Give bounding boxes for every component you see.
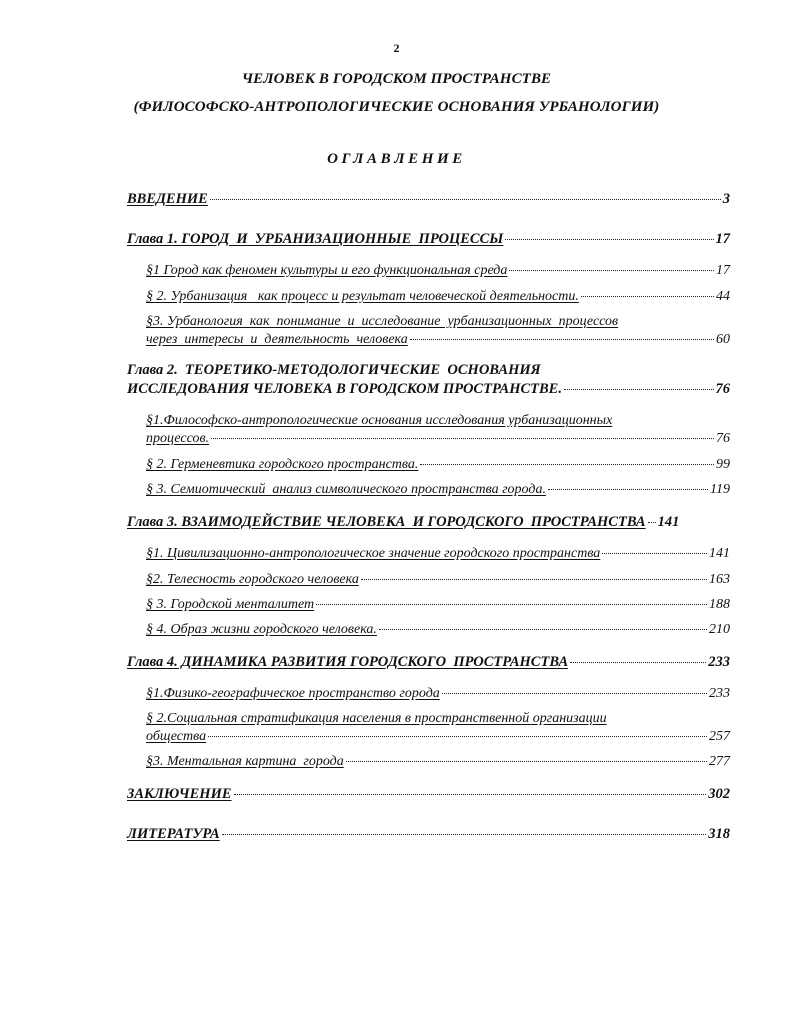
toc-entry-text: ВВЕДЕНИЕ	[127, 191, 208, 207]
toc-entry-section-1-3[interactable]	[146, 314, 730, 348]
toc-entry-text: § 2.Социальная стратификация населения в пространственной организации	[146, 711, 607, 726]
toc-entry-text: §2. Телесность городского человека	[146, 572, 359, 587]
dot-leader	[509, 270, 714, 271]
toc-page-number: 257	[709, 729, 730, 744]
dot-leader	[361, 579, 707, 580]
page-number: 2	[393, 41, 400, 55]
dot-leader	[442, 693, 707, 694]
toc-entry-text: § 2. Урбанизация как процесс и результат человеческой деятельности.	[146, 289, 579, 304]
toc-entry-intro[interactable]	[127, 191, 730, 208]
toc-entry-section-2-1[interactable]	[146, 413, 730, 447]
toc-page-number: 302	[708, 786, 730, 802]
toc-page-number: 163	[709, 572, 730, 587]
toc-page-number: 141	[657, 514, 680, 530]
toc-entry-text: ЗАКЛЮЧЕНИЕ	[127, 786, 232, 802]
toc-page-number: 188	[709, 597, 730, 612]
dot-leader	[208, 736, 707, 737]
toc-page-number: 17	[715, 231, 730, 247]
dot-leader	[346, 761, 707, 762]
toc-entry-text: §3. Ментальная картина города	[146, 754, 344, 769]
dot-leader	[222, 834, 707, 835]
toc-entry-text: § 4. Образ жизни городского человека.	[146, 622, 377, 637]
toc-page-number: 277	[709, 754, 730, 769]
toc-entry-text-continued: через интересы и деятельность человека	[146, 332, 408, 347]
toc-entry-text: Глава 3. ВЗАИМОДЕЙСТВИЕ ЧЕЛОВЕКА И ГОРОДСКОГО ПРОСТРАНСТВА	[127, 514, 646, 530]
dot-leader	[234, 794, 707, 795]
dot-leader	[570, 662, 706, 663]
document-subtitle: (ФИЛОСОФСКО-АНТРОПОЛОГИЧЕСКИЕ ОСНОВАНИЯ УРБАНОЛОГИИ)	[133, 99, 660, 115]
toc-entry-text: §1.Физико-географическое пространство города	[146, 686, 440, 701]
toc-page-number: 141	[709, 546, 730, 561]
toc-page-number: 318	[708, 826, 730, 842]
toc-entry-section-3-4[interactable]	[146, 622, 730, 638]
toc-entry-section-1-1[interactable]	[146, 263, 730, 279]
dot-leader	[420, 464, 714, 465]
dot-leader	[379, 629, 707, 630]
toc-entry-section-2-2[interactable]	[146, 457, 730, 473]
toc-entry-text: §1. Цивилизационно-антропологическое значение городского пространства	[146, 546, 601, 561]
dot-leader	[581, 296, 714, 297]
dot-leader	[602, 553, 707, 554]
toc-entry-section-3-1[interactable]	[146, 546, 730, 562]
toc-entry-text: § 2. Герменевтика городского пространства.	[146, 457, 419, 472]
toc-entry-text: § 3. Городской менталитет	[146, 597, 315, 612]
toc-entry-chapter-1[interactable]	[127, 231, 730, 248]
toc-entry-chapter-2[interactable]	[127, 362, 730, 398]
dot-leader	[316, 604, 707, 605]
toc-entry-chapter-3[interactable]	[127, 514, 730, 531]
toc-page-number: 76	[716, 431, 730, 446]
toc-page-number: 44	[716, 289, 730, 304]
toc-entry-section-3-3[interactable]	[146, 597, 730, 613]
dot-leader	[210, 199, 721, 200]
toc-entry-text: § 3. Семиотический анализ символического пространства города.	[146, 482, 546, 497]
dot-leader	[211, 438, 714, 439]
toc-page-number: 17	[716, 263, 730, 278]
toc-entry-section-4-3[interactable]	[146, 754, 730, 770]
dot-leader	[410, 339, 714, 340]
toc-entry-text: §1 Город как феномен культуры и его функциональная среда	[146, 263, 508, 278]
toc-entry-literature[interactable]	[127, 826, 730, 843]
toc-entry-text-continued: ИССЛЕДОВАНИЯ ЧЕЛОВЕКА В ГОРОДСКОМ ПРОСТРАНСТВЕ.	[127, 381, 562, 397]
toc-page-number: 233	[708, 654, 730, 670]
toc-page-number: 76	[715, 381, 730, 397]
toc-entry-text: §1.Философско-антропологические основания исследования урбанизационных	[146, 413, 613, 428]
toc-heading: ОГЛАВЛЕНИЕ	[327, 151, 466, 167]
toc-page-number: 119	[710, 482, 730, 497]
toc-entry-text: §3. Урбанология как понимание и исследование урбанизационных процессов	[146, 314, 619, 329]
toc-page-number: 99	[716, 457, 730, 472]
dot-leader	[548, 489, 708, 490]
document-title: ЧЕЛОВЕК В ГОРОДСКОМ ПРОСТРАНСТВЕ	[241, 71, 552, 87]
toc-page-number: 233	[709, 686, 730, 701]
dot-leader	[564, 389, 714, 390]
toc-page-number: 210	[709, 622, 730, 637]
toc-entry-text: Глава 4. ДИНАМИКА РАЗВИТИЯ ГОРОДСКОГО ПРОСТРАНСТВА	[127, 654, 569, 670]
toc-entry-text: ЛИТЕРАТУРА	[127, 826, 220, 842]
toc-entry-section-4-2[interactable]	[146, 711, 730, 745]
toc-entry-text-continued: процессов.	[146, 431, 210, 446]
toc-entry-text: Глава 2. ТЕОРЕТИКО-МЕТОДОЛОГИЧЕСКИЕ ОСНОВАНИЯ	[127, 362, 541, 378]
toc-entry-conclusion[interactable]	[127, 786, 730, 803]
toc-page-number: 3	[722, 191, 730, 207]
toc-entry-chapter-4[interactable]	[127, 654, 730, 671]
dot-leader	[648, 522, 656, 523]
toc-page-number: 60	[716, 332, 730, 347]
toc-entry-section-2-3[interactable]	[146, 482, 730, 498]
toc-entry-section-3-2[interactable]	[146, 572, 730, 588]
toc-entry-section-1-2[interactable]	[146, 289, 730, 305]
toc-entry-text-continued: общества	[146, 729, 207, 744]
toc-entry-text: Глава 1. ГОРОД И УРБАНИЗАЦИОННЫЕ ПРОЦЕССЫ	[127, 231, 504, 247]
toc-entry-section-4-1[interactable]	[146, 686, 730, 702]
dot-leader	[505, 239, 713, 240]
